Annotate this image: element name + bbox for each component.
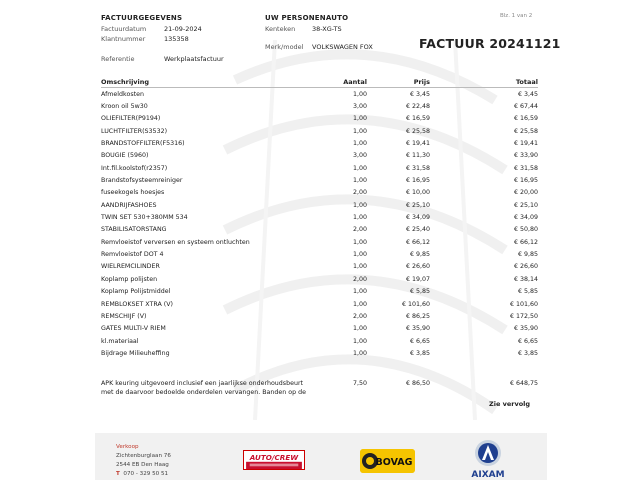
table-row [101, 199, 538, 211]
row-quantity: 1,00 [352, 238, 367, 246]
row-price: € 86,25 [405, 312, 430, 320]
row-total: € 5,85 [517, 288, 538, 296]
table-row [101, 248, 538, 260]
row-description: OLIEFILTER(P9194) [101, 115, 161, 123]
row-total: € 34,09 [513, 214, 538, 222]
row-quantity: 1,00 [352, 177, 367, 185]
row-description: Remvloeistof verversen en systeem ontluchten [101, 238, 250, 246]
table-row [101, 298, 538, 310]
row-quantity: 2,00 [352, 275, 367, 283]
row-quantity: 1,00 [352, 140, 367, 148]
row-total: € 66,12 [513, 238, 538, 246]
row-total: € 25,10 [513, 201, 538, 209]
row-description: Koplamp polijsten [101, 275, 158, 283]
table-row [101, 100, 538, 112]
table-row [101, 125, 538, 137]
invoice-sheet [95, 0, 561, 480]
row-description: WIELREMCILINDER [101, 263, 160, 271]
address-line-2: 2544 EB Den Haag [116, 462, 169, 468]
apk-total: € 648,75 [509, 380, 538, 387]
row-price: € 11,30 [405, 152, 430, 160]
row-quantity: 2,00 [352, 226, 367, 234]
row-quantity: 2,00 [352, 312, 367, 320]
factuurgegevens-heading: FACTUURGEGEVENS [101, 14, 183, 22]
phone-value: 070 - 329 50 51 [123, 471, 169, 477]
footer [95, 433, 547, 480]
apk-quantity: 7,50 [352, 380, 367, 387]
column-price: Prijs [413, 77, 430, 86]
row-total: € 50,80 [513, 226, 538, 234]
row-total: € 67,44 [513, 103, 538, 111]
row-price: € 66,12 [405, 238, 430, 246]
row-description: REMSCHIJF (V) [101, 312, 147, 320]
row-quantity: 1,00 [352, 201, 367, 209]
table-row [101, 88, 538, 100]
vehicle-heading: UW PERSONENAUTO [265, 14, 349, 22]
row-description: Koplamp Polijstmiddel [101, 288, 171, 296]
row-quantity: 3,00 [352, 152, 367, 160]
row-price: € 22,48 [405, 103, 430, 111]
row-price: € 34,09 [405, 214, 430, 222]
row-price: € 31,58 [405, 164, 430, 172]
klantnummer-label: Klantnummer [101, 35, 146, 43]
row-price: € 25,58 [405, 127, 430, 135]
row-description: Brandstofsysteemreiniger [101, 177, 183, 185]
row-price: € 5,85 [409, 288, 430, 296]
row-description: fuseekogels hoesjes [101, 189, 165, 197]
address-line-1: Zichtenburglaan 76 [116, 453, 171, 459]
row-price: € 16,95 [405, 177, 430, 185]
apk-row [101, 379, 538, 397]
row-price: € 35,90 [405, 325, 430, 333]
factuurdatum-value: 21-09-2024 [164, 25, 202, 33]
row-quantity: 1,00 [352, 90, 367, 98]
row-description: BOUGIE (5960) [101, 152, 149, 160]
row-description: Remvloeistof DOT 4 [101, 251, 164, 259]
table-row [101, 335, 538, 347]
row-price: € 19,07 [405, 275, 430, 283]
autocrew-logo [243, 450, 305, 470]
row-total: € 3,45 [517, 90, 538, 98]
referentie-value: Werkplaatsfactuur [164, 55, 224, 63]
bovag-logo [360, 449, 415, 473]
verkoop-title: Verkoop [116, 444, 139, 450]
svg-text:AIXAM: AIXAM [471, 470, 505, 479]
factuurdatum-label: Factuurdatum [101, 25, 147, 33]
table-row [101, 286, 538, 298]
table-row [101, 150, 538, 162]
row-quantity: 1,00 [352, 300, 367, 308]
aixam-logo [467, 437, 509, 479]
invoice-title: FACTUUR 20241121 [419, 36, 561, 51]
row-price: € 16,59 [405, 115, 430, 123]
phone-label: T [116, 471, 120, 477]
row-total: € 35,90 [513, 325, 538, 333]
row-total: € 6,65 [517, 337, 538, 345]
row-quantity: 1,00 [352, 288, 367, 296]
row-total: € 9,85 [517, 251, 538, 259]
row-total: € 33,90 [513, 152, 538, 160]
sales-address [116, 443, 171, 479]
row-quantity: 1,00 [352, 349, 367, 357]
row-description: Kroon oil 5w30 [101, 103, 148, 111]
row-description: kl.materiaal [101, 337, 139, 345]
row-total: € 101,60 [509, 300, 538, 308]
row-total: € 3,85 [517, 349, 538, 357]
row-total: € 16,59 [513, 115, 538, 123]
row-quantity: 1,00 [352, 127, 367, 135]
row-price: € 6,65 [409, 337, 430, 345]
row-quantity: 1,00 [352, 164, 367, 172]
row-price: € 101,60 [401, 300, 430, 308]
row-price: € 3,45 [409, 90, 430, 98]
row-price: € 3,85 [409, 349, 430, 357]
table-row [101, 224, 538, 236]
apk-description: APK keuring uitgevoerd inclusief een jaarlijkse onderhoudsbeurt met de daarvoor bedoelde onderdelen vervangen. Banden op de [101, 380, 306, 396]
row-description: STABILISATORSTANG [101, 226, 167, 234]
row-price: € 9,85 [409, 251, 430, 259]
row-quantity: 1,00 [352, 263, 367, 271]
row-quantity: 1,00 [352, 337, 367, 345]
table-row [101, 273, 538, 285]
row-total: € 38,14 [513, 275, 538, 283]
column-total: Totaal [515, 77, 538, 86]
row-quantity: 3,00 [352, 103, 367, 111]
page-number: Blz. 1 van 2 [500, 13, 533, 19]
row-total: € 20,00 [513, 189, 538, 197]
svg-text:BOVAG: BOVAG [375, 457, 413, 468]
table-row [101, 211, 538, 223]
kenteken-label: Kenteken [265, 25, 296, 33]
row-quantity: 1,00 [352, 325, 367, 333]
row-description: AANDRIJFASHOES [101, 201, 157, 209]
table-row [101, 187, 538, 199]
table-row [101, 347, 538, 359]
row-price: € 10,00 [405, 189, 430, 197]
merk-value: VOLKSWAGEN FOX [312, 43, 373, 51]
row-description: Afmeldkosten [101, 90, 144, 98]
table-row [101, 310, 538, 322]
merk-label: Merk/model [265, 43, 304, 51]
table-row [101, 174, 538, 186]
row-total: € 19,41 [513, 140, 538, 148]
row-description: Bijdrage Milieuheffing [101, 349, 170, 357]
table-row [101, 261, 538, 273]
klantnummer-value: 135358 [164, 35, 189, 43]
table-header [101, 76, 538, 88]
row-total: € 26,60 [513, 263, 538, 271]
row-price: € 19,41 [405, 140, 430, 148]
row-quantity: 1,00 [352, 115, 367, 123]
row-description: REMBLOKSET XTRA (V) [101, 300, 173, 308]
row-quantity: 2,00 [352, 189, 367, 197]
svg-text:AUTO/CREW: AUTO/CREW [249, 453, 299, 462]
apk-price: € 86,50 [405, 380, 430, 387]
row-description: LUCHTFILTER(S3532) [101, 127, 168, 135]
referentie-label: Referentie [101, 55, 135, 63]
row-price: € 25,40 [405, 226, 430, 234]
kenteken-value: 38-XG-TS [312, 25, 342, 33]
table-row [101, 323, 538, 335]
row-price: € 26,60 [405, 263, 430, 271]
table-row [101, 113, 538, 125]
row-quantity: 1,00 [352, 214, 367, 222]
table-row [101, 137, 538, 149]
column-description: Omschrijving [101, 77, 150, 86]
row-total: € 172,50 [509, 312, 538, 320]
row-total: € 31,58 [513, 164, 538, 172]
row-description: Int.fil.koolstof(r2357) [101, 164, 168, 172]
invoice-table [101, 76, 538, 360]
row-description: GATES MULTI-V RIEM [101, 325, 166, 333]
column-quantity: Aantal [343, 77, 367, 86]
row-description: TWIN SET 530+380MM 534 [101, 214, 188, 222]
row-total: € 25,58 [513, 127, 538, 135]
row-price: € 25,10 [405, 201, 430, 209]
table-row [101, 162, 538, 174]
continued-label: Zie vervolg [489, 400, 531, 408]
table-row [101, 236, 538, 248]
row-total: € 16,95 [513, 177, 538, 185]
table-body [101, 88, 538, 360]
row-description: BRANDSTOFFILTER(F5316) [101, 140, 185, 148]
row-quantity: 1,00 [352, 251, 367, 259]
